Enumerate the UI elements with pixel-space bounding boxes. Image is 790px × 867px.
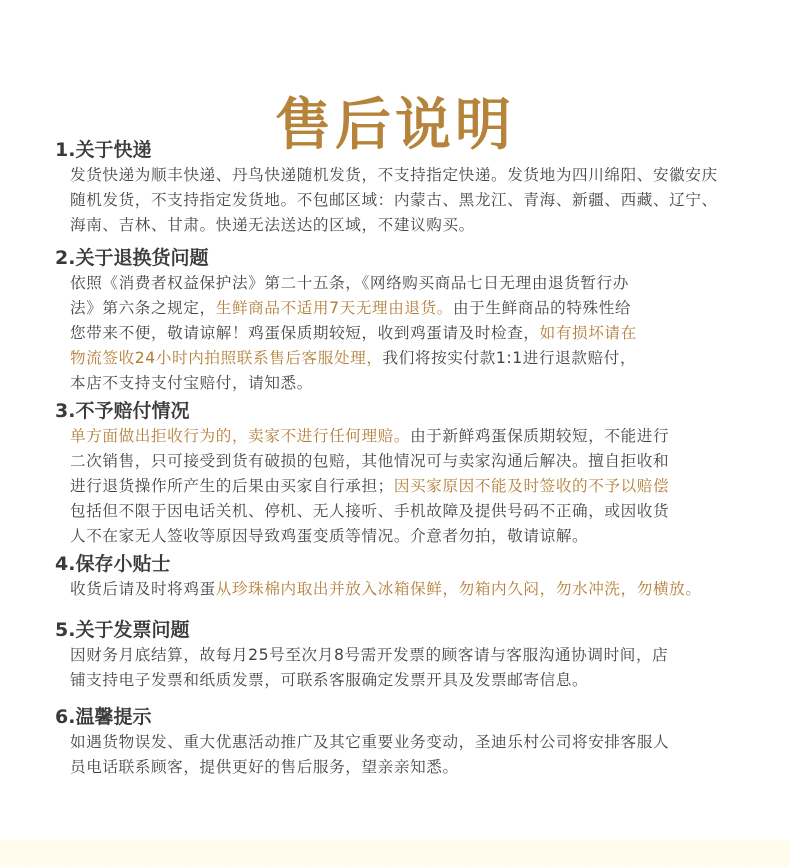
section-heading: 1.关于快递 (55, 139, 152, 161)
body-line (70, 755, 755, 780)
body-text: 人不在家无人签收等原因导致鸡蛋变质等情况。介意者勿拍，敬请谅解。 (70, 527, 589, 545)
body-line (70, 577, 755, 602)
body-line (70, 346, 755, 371)
body-line (70, 163, 755, 188)
section-no-compensation (55, 398, 755, 549)
body-text: 本店不支持支付宝赔付，请知悉。 (70, 374, 313, 392)
section-body (70, 424, 755, 549)
highlighted-text: 物流签收24小时内拍照联系售后客服处理， (70, 349, 383, 367)
body-line (70, 524, 755, 549)
highlighted-text: 从珍珠棉内取出并放入冰箱保鲜，勿箱内久闷，勿水冲洗，勿横放。 (215, 580, 702, 598)
section-heading: 5.关于发票问题 (55, 619, 190, 641)
body-text: 依照《消费者权益保护法》第二十五条，《网络购买商品七日无理由退货暂行办 (70, 274, 629, 292)
section-body (70, 271, 755, 396)
section-express (55, 137, 755, 238)
section-invoice (55, 617, 755, 693)
section-body (70, 730, 755, 780)
body-line (70, 296, 755, 321)
body-line (70, 424, 755, 449)
section-body (70, 163, 755, 238)
page-title: 售后说明 (275, 92, 515, 158)
body-line (70, 449, 755, 474)
section-heading: 3.不予赔付情况 (55, 400, 190, 422)
section-heading: 4.保存小贴士 (55, 553, 171, 575)
section-body (70, 577, 755, 602)
body-text: 铺支持电子发票和纸质发票，可联系客服确定发票开具及发票邮寄信息。 (70, 671, 589, 689)
body-line (70, 474, 755, 499)
body-text: 我们将按实付款1:1进行退款赔付， (382, 349, 637, 367)
body-text: 发货快递为顺丰快递、丹鸟快递随机发货，不支持指定快递。发货地为四川绵阳、安徽安庆 (70, 166, 718, 184)
body-text: 您带来不便，敬请谅解！鸡蛋保质期较短，收到鸡蛋请及时检查， (70, 324, 540, 342)
section-returns (55, 245, 755, 396)
body-text: 海南、吉林、甘肃。快递无法送达的区域，不建议购买。 (70, 216, 475, 234)
highlighted-text: 如有损坏请在 (539, 324, 637, 342)
body-text: 随机发货，不支持指定发货地。不包邮区域：内蒙古、黑龙江、青海、新疆、西藏、辽宁、 (70, 191, 718, 209)
section-reminder (55, 704, 755, 780)
body-line (70, 213, 755, 238)
highlighted-text: 生鲜商品不适用7天无理由退货。 (215, 299, 453, 317)
body-line (70, 271, 755, 296)
body-text: 二次销售，只可接受到货有破损的包赔，其他情况可与卖家沟通后解决。擅自拒收和 (70, 452, 670, 470)
body-text: 进行退货操作所产生的后果由买家自行承担； (70, 477, 394, 495)
body-line (70, 643, 755, 668)
body-line (70, 188, 755, 213)
body-text: 法》第六条之规定， (70, 299, 216, 317)
highlighted-text: 因买家原因不能及时签收的不予以赔偿 (393, 477, 670, 495)
highlighted-text: 单方面做出拒收行为的，卖家不进行任何理赔。 (70, 427, 411, 445)
body-text: 包括但不限于因电话关机、停机、无人接听、手机故障及提供号码不正确，或因收货 (70, 502, 670, 520)
body-line (70, 668, 755, 693)
body-line (70, 371, 755, 396)
body-text: 如遇货物误发、重大优惠活动推广及其它重要业务变动，圣迪乐村公司将安排客服人 (70, 733, 670, 751)
section-body (70, 643, 755, 693)
body-line (70, 321, 755, 346)
body-text: 收货后请及时将鸡蛋 (70, 580, 216, 598)
body-text: 由于生鲜商品的特殊性给 (452, 299, 632, 317)
section-heading: 6.温馨提示 (55, 706, 152, 728)
body-text: 由于新鲜鸡蛋保质期较短，不能进行 (410, 427, 670, 445)
body-text: 因财务月底结算，故每月25号至次月8号需开发票的顾客请与客服沟通协调时间，店 (70, 646, 669, 664)
footer-decorative-strip (0, 840, 790, 867)
section-storage-tips (55, 551, 755, 602)
body-line (70, 499, 755, 524)
body-text: 员电话联系顾客，提供更好的售后服务，望亲亲知悉。 (70, 758, 459, 776)
section-heading: 2.关于退换货问题 (55, 247, 209, 269)
body-line (70, 730, 755, 755)
